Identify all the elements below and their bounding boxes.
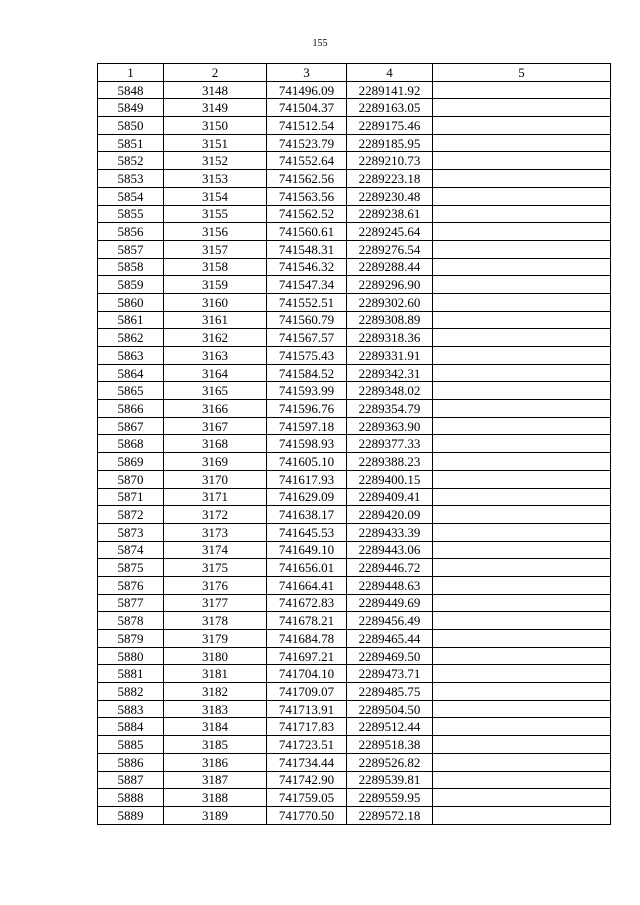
table-cell-col-2: 3184 bbox=[164, 718, 267, 736]
table-cell-col-2: 3150 bbox=[164, 117, 267, 135]
table-cell-col-1: 5872 bbox=[98, 506, 164, 524]
table-cell-col-1: 5852 bbox=[98, 152, 164, 170]
table-cell-col-2: 3176 bbox=[164, 576, 267, 594]
table-row bbox=[98, 700, 611, 718]
table-cell-col-2: 3165 bbox=[164, 382, 267, 400]
table-cell-col-3: 741704.10 bbox=[267, 665, 347, 683]
table-cell-col-3: 741546.32 bbox=[267, 258, 347, 276]
table-cell-col-5 bbox=[433, 152, 611, 170]
table-row bbox=[98, 81, 611, 99]
table-cell-col-4: 2289331.91 bbox=[347, 347, 433, 365]
table-cell-col-4: 2289449.69 bbox=[347, 594, 433, 612]
table-cell-col-1: 5868 bbox=[98, 435, 164, 453]
table-cell-col-4: 2289276.54 bbox=[347, 240, 433, 258]
table-cell-col-1: 5861 bbox=[98, 311, 164, 329]
table-cell-col-3: 741548.31 bbox=[267, 240, 347, 258]
table-cell-col-5 bbox=[433, 187, 611, 205]
table-cell-col-1: 5874 bbox=[98, 541, 164, 559]
table-cell-col-1: 5869 bbox=[98, 453, 164, 471]
table-cell-col-4: 2289245.64 bbox=[347, 223, 433, 241]
table-cell-col-1: 5886 bbox=[98, 753, 164, 771]
table-cell-col-5 bbox=[433, 170, 611, 188]
table-cell-col-2: 3155 bbox=[164, 205, 267, 223]
table-cell-col-3: 741709.07 bbox=[267, 683, 347, 701]
table-cell-col-4: 2289163.05 bbox=[347, 99, 433, 117]
table-cell-col-5 bbox=[433, 736, 611, 754]
table-cell-col-1: 5884 bbox=[98, 718, 164, 736]
table-cell-col-2: 3161 bbox=[164, 311, 267, 329]
table-cell-col-5 bbox=[433, 541, 611, 559]
table-cell-col-5 bbox=[433, 806, 611, 824]
table-cell-col-3: 741584.52 bbox=[267, 364, 347, 382]
table-cell-col-5 bbox=[433, 771, 611, 789]
table-cell-col-5 bbox=[433, 470, 611, 488]
table-cell-col-1: 5859 bbox=[98, 276, 164, 294]
table-cell-col-3: 741742.90 bbox=[267, 771, 347, 789]
table-cell-col-2: 3167 bbox=[164, 417, 267, 435]
table-cell-col-4: 2289446.72 bbox=[347, 559, 433, 577]
table-cell-col-1: 5875 bbox=[98, 559, 164, 577]
table-cell-col-3: 741770.50 bbox=[267, 806, 347, 824]
table-cell-col-3: 741717.83 bbox=[267, 718, 347, 736]
table-cell-col-1: 5851 bbox=[98, 134, 164, 152]
table-row bbox=[98, 506, 611, 524]
table-cell-col-1: 5885 bbox=[98, 736, 164, 754]
table-cell-col-4: 2289420.09 bbox=[347, 506, 433, 524]
table-cell-col-5 bbox=[433, 753, 611, 771]
table-cell-col-4: 2289448.63 bbox=[347, 576, 433, 594]
table-cell-col-2: 3152 bbox=[164, 152, 267, 170]
table-cell-col-2: 3168 bbox=[164, 435, 267, 453]
table-cell-col-5 bbox=[433, 382, 611, 400]
table-cell-col-3: 741629.09 bbox=[267, 488, 347, 506]
table-cell-col-2: 3158 bbox=[164, 258, 267, 276]
table-cell-col-3: 741523.79 bbox=[267, 134, 347, 152]
table-cell-col-5 bbox=[433, 258, 611, 276]
table-cell-col-4: 2289539.81 bbox=[347, 771, 433, 789]
table-row bbox=[98, 99, 611, 117]
table-row bbox=[98, 170, 611, 188]
table-row bbox=[98, 276, 611, 294]
page-number: 155 bbox=[312, 38, 328, 49]
table-cell-col-3: 741567.57 bbox=[267, 329, 347, 347]
table-cell-col-3: 741562.56 bbox=[267, 170, 347, 188]
table-cell-col-1: 5887 bbox=[98, 771, 164, 789]
table-cell-col-1: 5876 bbox=[98, 576, 164, 594]
table-body bbox=[98, 81, 611, 824]
table-cell-col-5 bbox=[433, 311, 611, 329]
table-cell-col-4: 2289400.15 bbox=[347, 470, 433, 488]
table-cell-col-5 bbox=[433, 99, 611, 117]
table-cell-col-4: 2289175.46 bbox=[347, 117, 433, 135]
table-row bbox=[98, 205, 611, 223]
table-cell-col-2: 3171 bbox=[164, 488, 267, 506]
table-cell-col-5 bbox=[433, 453, 611, 471]
table-cell-col-5 bbox=[433, 506, 611, 524]
table-cell-col-2: 3179 bbox=[164, 630, 267, 648]
table-cell-col-5 bbox=[433, 789, 611, 807]
table-cell-col-3: 741598.93 bbox=[267, 435, 347, 453]
table-cell-col-1: 5857 bbox=[98, 240, 164, 258]
table-cell-col-3: 741605.10 bbox=[267, 453, 347, 471]
table-cell-col-3: 741552.51 bbox=[267, 293, 347, 311]
table-row bbox=[98, 329, 611, 347]
table-cell-col-2: 3166 bbox=[164, 400, 267, 418]
table-cell-col-5 bbox=[433, 223, 611, 241]
table-cell-col-2: 3182 bbox=[164, 683, 267, 701]
table-cell-col-1: 5879 bbox=[98, 630, 164, 648]
table-cell-col-4: 2289433.39 bbox=[347, 523, 433, 541]
coordinates-table bbox=[97, 63, 611, 825]
table-cell-col-4: 2289473.71 bbox=[347, 665, 433, 683]
table-cell-col-5 bbox=[433, 329, 611, 347]
table-row bbox=[98, 347, 611, 365]
table-cell-col-4: 2289469.50 bbox=[347, 647, 433, 665]
table-cell-col-5 bbox=[433, 81, 611, 99]
table-row bbox=[98, 258, 611, 276]
table-cell-col-2: 3154 bbox=[164, 187, 267, 205]
table-cell-col-1: 5856 bbox=[98, 223, 164, 241]
table-cell-col-1: 5855 bbox=[98, 205, 164, 223]
table-row bbox=[98, 240, 611, 258]
table-cell-col-4: 2289512.44 bbox=[347, 718, 433, 736]
table-cell-col-3: 741575.43 bbox=[267, 347, 347, 365]
table-cell-col-4: 2289526.82 bbox=[347, 753, 433, 771]
table-cell-col-4: 2289388.23 bbox=[347, 453, 433, 471]
table-cell-col-3: 741723.51 bbox=[267, 736, 347, 754]
table-row bbox=[98, 152, 611, 170]
table-cell-col-3: 741638.17 bbox=[267, 506, 347, 524]
table-cell-col-3: 741562.52 bbox=[267, 205, 347, 223]
table-cell-col-3: 741560.79 bbox=[267, 311, 347, 329]
table-cell-col-3: 741560.61 bbox=[267, 223, 347, 241]
table-row bbox=[98, 789, 611, 807]
table-cell-col-4: 2289296.90 bbox=[347, 276, 433, 294]
table-cell-col-2: 3170 bbox=[164, 470, 267, 488]
table-row bbox=[98, 293, 611, 311]
table-cell-col-2: 3187 bbox=[164, 771, 267, 789]
table-row bbox=[98, 117, 611, 135]
table-cell-col-3: 741504.37 bbox=[267, 99, 347, 117]
table-cell-col-4: 2289377.33 bbox=[347, 435, 433, 453]
table-cell-col-5 bbox=[433, 134, 611, 152]
table-row bbox=[98, 488, 611, 506]
table-cell-col-1: 5863 bbox=[98, 347, 164, 365]
table-cell-col-5 bbox=[433, 594, 611, 612]
table-row bbox=[98, 382, 611, 400]
table-row bbox=[98, 470, 611, 488]
table-cell-col-1: 5888 bbox=[98, 789, 164, 807]
table-row bbox=[98, 736, 611, 754]
table-row bbox=[98, 771, 611, 789]
table-cell-col-2: 3162 bbox=[164, 329, 267, 347]
table-cell-col-2: 3173 bbox=[164, 523, 267, 541]
table-cell-col-2: 3188 bbox=[164, 789, 267, 807]
table-row bbox=[98, 806, 611, 824]
table-cell-col-3: 741496.09 bbox=[267, 81, 347, 99]
table-cell-col-2: 3177 bbox=[164, 594, 267, 612]
table-cell-col-1: 5883 bbox=[98, 700, 164, 718]
table-cell-col-4: 2289230.48 bbox=[347, 187, 433, 205]
table-cell-col-2: 3159 bbox=[164, 276, 267, 294]
table-cell-col-4: 2289210.73 bbox=[347, 152, 433, 170]
table-row bbox=[98, 630, 611, 648]
table-cell-col-4: 2289318.36 bbox=[347, 329, 433, 347]
column-header-5: 5 bbox=[433, 64, 611, 82]
table-cell-col-4: 2289342.31 bbox=[347, 364, 433, 382]
table-row bbox=[98, 134, 611, 152]
table-cell-col-5 bbox=[433, 647, 611, 665]
table-cell-col-5 bbox=[433, 240, 611, 258]
table-row bbox=[98, 683, 611, 701]
table-cell-col-4: 2289443.06 bbox=[347, 541, 433, 559]
table-cell-col-3: 741512.54 bbox=[267, 117, 347, 135]
table-row bbox=[98, 400, 611, 418]
table-cell-col-2: 3172 bbox=[164, 506, 267, 524]
table-cell-col-1: 5866 bbox=[98, 400, 164, 418]
table-cell-col-1: 5881 bbox=[98, 665, 164, 683]
column-header-4: 4 bbox=[347, 64, 433, 82]
table-cell-col-1: 5853 bbox=[98, 170, 164, 188]
table-cell-col-4: 2289354.79 bbox=[347, 400, 433, 418]
table-cell-col-3: 741734.44 bbox=[267, 753, 347, 771]
table-cell-col-1: 5877 bbox=[98, 594, 164, 612]
table-cell-col-3: 741645.53 bbox=[267, 523, 347, 541]
table-cell-col-3: 741547.34 bbox=[267, 276, 347, 294]
table-cell-col-2: 3149 bbox=[164, 99, 267, 117]
table-cell-col-1: 5870 bbox=[98, 470, 164, 488]
table-row bbox=[98, 435, 611, 453]
table-cell-col-2: 3175 bbox=[164, 559, 267, 577]
table-cell-col-3: 741684.78 bbox=[267, 630, 347, 648]
table-cell-col-1: 5882 bbox=[98, 683, 164, 701]
table-cell-col-1: 5873 bbox=[98, 523, 164, 541]
table-row bbox=[98, 541, 611, 559]
column-header-3: 3 bbox=[267, 64, 347, 82]
table-header-row bbox=[98, 64, 611, 82]
table-cell-col-3: 741697.21 bbox=[267, 647, 347, 665]
table-cell-col-4: 2289288.44 bbox=[347, 258, 433, 276]
table-cell-col-2: 3153 bbox=[164, 170, 267, 188]
table-cell-col-4: 2289456.49 bbox=[347, 612, 433, 630]
table-cell-col-5 bbox=[433, 559, 611, 577]
table-cell-col-4: 2289559.95 bbox=[347, 789, 433, 807]
table-cell-col-1: 5889 bbox=[98, 806, 164, 824]
table-cell-col-5 bbox=[433, 276, 611, 294]
table-row bbox=[98, 647, 611, 665]
table-cell-col-1: 5878 bbox=[98, 612, 164, 630]
column-header-1: 1 bbox=[98, 64, 164, 82]
table-cell-col-5 bbox=[433, 205, 611, 223]
table-row bbox=[98, 417, 611, 435]
table-cell-col-1: 5865 bbox=[98, 382, 164, 400]
table-row bbox=[98, 523, 611, 541]
table-cell-col-5 bbox=[433, 718, 611, 736]
table-cell-col-5 bbox=[433, 683, 611, 701]
table-cell-col-4: 2289185.95 bbox=[347, 134, 433, 152]
table-cell-col-1: 5848 bbox=[98, 81, 164, 99]
table-cell-col-2: 3186 bbox=[164, 753, 267, 771]
table-cell-col-3: 741656.01 bbox=[267, 559, 347, 577]
table-cell-col-3: 741597.18 bbox=[267, 417, 347, 435]
table-cell-col-4: 2289308.89 bbox=[347, 311, 433, 329]
table-row bbox=[98, 559, 611, 577]
table-cell-col-5 bbox=[433, 665, 611, 683]
table-cell-col-5 bbox=[433, 612, 611, 630]
table-cell-col-1: 5849 bbox=[98, 99, 164, 117]
table-cell-col-4: 2289302.60 bbox=[347, 293, 433, 311]
table-cell-col-4: 2289465.44 bbox=[347, 630, 433, 648]
table-cell-col-2: 3174 bbox=[164, 541, 267, 559]
table-cell-col-4: 2289223.18 bbox=[347, 170, 433, 188]
table-cell-col-2: 3156 bbox=[164, 223, 267, 241]
table-row bbox=[98, 594, 611, 612]
table-cell-col-5 bbox=[433, 347, 611, 365]
table-cell-col-5 bbox=[433, 293, 611, 311]
table-row bbox=[98, 665, 611, 683]
table-cell-col-5 bbox=[433, 630, 611, 648]
table-cell-col-3: 741596.76 bbox=[267, 400, 347, 418]
table-row bbox=[98, 612, 611, 630]
table-cell-col-1: 5867 bbox=[98, 417, 164, 435]
table-cell-col-3: 741563.56 bbox=[267, 187, 347, 205]
table-cell-col-3: 741759.05 bbox=[267, 789, 347, 807]
table-cell-col-1: 5860 bbox=[98, 293, 164, 311]
table-cell-col-3: 741664.41 bbox=[267, 576, 347, 594]
table-cell-col-3: 741617.93 bbox=[267, 470, 347, 488]
table-cell-col-4: 2289363.90 bbox=[347, 417, 433, 435]
table-cell-col-2: 3148 bbox=[164, 81, 267, 99]
table-cell-col-5 bbox=[433, 523, 611, 541]
table-row bbox=[98, 753, 611, 771]
table-cell-col-2: 3169 bbox=[164, 453, 267, 471]
table-cell-col-5 bbox=[433, 488, 611, 506]
table-cell-col-2: 3189 bbox=[164, 806, 267, 824]
table-cell-col-1: 5880 bbox=[98, 647, 164, 665]
table-cell-col-5 bbox=[433, 417, 611, 435]
table-row bbox=[98, 187, 611, 205]
table-cell-col-1: 5850 bbox=[98, 117, 164, 135]
table-row bbox=[98, 576, 611, 594]
table-cell-col-4: 2289141.92 bbox=[347, 81, 433, 99]
table-cell-col-2: 3157 bbox=[164, 240, 267, 258]
table-cell-col-4: 2289238.61 bbox=[347, 205, 433, 223]
table-cell-col-5 bbox=[433, 400, 611, 418]
table-cell-col-1: 5858 bbox=[98, 258, 164, 276]
column-header-2: 2 bbox=[164, 64, 267, 82]
table-cell-col-5 bbox=[433, 700, 611, 718]
table-row bbox=[98, 718, 611, 736]
table-cell-col-2: 3180 bbox=[164, 647, 267, 665]
table-cell-col-2: 3185 bbox=[164, 736, 267, 754]
table-cell-col-2: 3151 bbox=[164, 134, 267, 152]
table-cell-col-1: 5862 bbox=[98, 329, 164, 347]
table-cell-col-1: 5854 bbox=[98, 187, 164, 205]
table-cell-col-5 bbox=[433, 435, 611, 453]
table-cell-col-4: 2289504.50 bbox=[347, 700, 433, 718]
table-cell-col-2: 3163 bbox=[164, 347, 267, 365]
table-cell-col-3: 741678.21 bbox=[267, 612, 347, 630]
table-cell-col-4: 2289485.75 bbox=[347, 683, 433, 701]
table-cell-col-3: 741593.99 bbox=[267, 382, 347, 400]
table-cell-col-5 bbox=[433, 364, 611, 382]
table-cell-col-2: 3164 bbox=[164, 364, 267, 382]
table-cell-col-4: 2289409.41 bbox=[347, 488, 433, 506]
table-cell-col-3: 741552.64 bbox=[267, 152, 347, 170]
table-cell-col-1: 5864 bbox=[98, 364, 164, 382]
table-cell-col-2: 3181 bbox=[164, 665, 267, 683]
table-cell-col-3: 741672.83 bbox=[267, 594, 347, 612]
table-row bbox=[98, 453, 611, 471]
table-cell-col-4: 2289518.38 bbox=[347, 736, 433, 754]
table-cell-col-4: 2289348.02 bbox=[347, 382, 433, 400]
table-cell-col-5 bbox=[433, 117, 611, 135]
table-cell-col-3: 741649.10 bbox=[267, 541, 347, 559]
table-cell-col-2: 3160 bbox=[164, 293, 267, 311]
table-row bbox=[98, 311, 611, 329]
table-cell-col-2: 3178 bbox=[164, 612, 267, 630]
table-cell-col-5 bbox=[433, 576, 611, 594]
table-cell-col-2: 3183 bbox=[164, 700, 267, 718]
table-cell-col-3: 741713.91 bbox=[267, 700, 347, 718]
table-row bbox=[98, 364, 611, 382]
table-cell-col-1: 5871 bbox=[98, 488, 164, 506]
table-row bbox=[98, 223, 611, 241]
table-cell-col-4: 2289572.18 bbox=[347, 806, 433, 824]
